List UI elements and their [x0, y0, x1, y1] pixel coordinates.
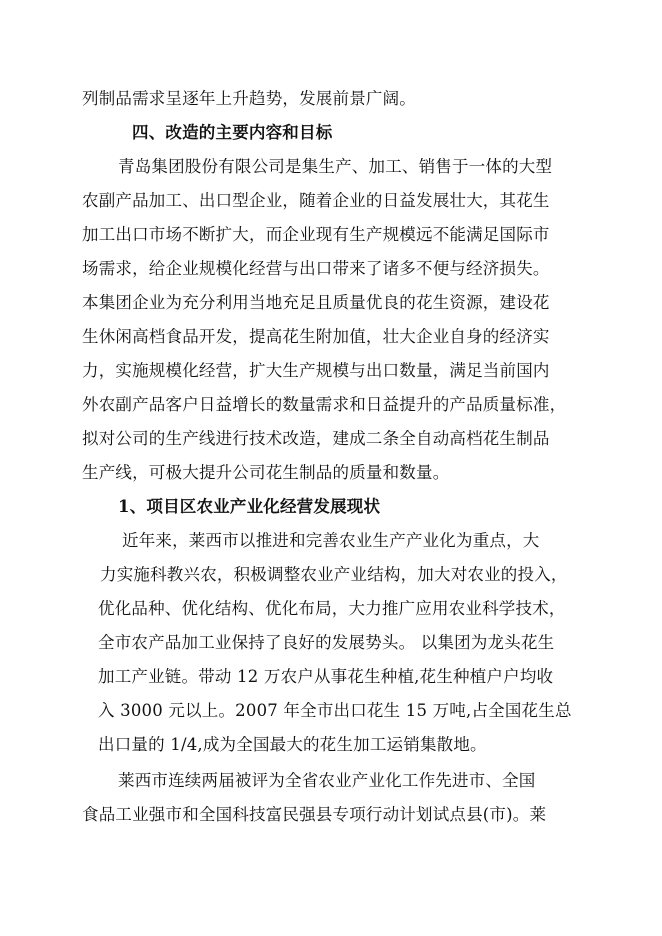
- section-heading: 四、改造的主要内容和目标: [132, 123, 333, 142]
- paragraph-line: 生产线，可极大提升公司花生制品的质量和数量。: [82, 463, 450, 482]
- paragraph-line: 莱西市连续两届被评为全省农业产业化工作先进市、全国: [118, 771, 536, 790]
- paragraph-line: 生休闲高档食品开发，提高花生附加值，壮大企业自身的经济实: [82, 327, 550, 346]
- paragraph-line: 场需求，给企业规模化经营与出口带来了诸多不便与经济损失。: [82, 259, 550, 278]
- paragraph-line: 全市农产品加工业保持了良好的发展势头。 以集团为龙头花生: [98, 633, 555, 652]
- paragraph-line: 食品工业强市和全国科技富民强县专项行动计划试点县(市)。莱: [82, 805, 547, 824]
- paragraph-line: 力，实施规模化经营，扩大生产规模与出口数量，满足当前国内: [82, 361, 550, 380]
- subsection-heading: 1、项目区农业产业化经营发展现状: [118, 497, 381, 516]
- paragraph-line: 优化品种、优化结构、优化布局，大力推广应用农业科学技术，: [98, 599, 566, 618]
- paragraph-line: 青岛集团股份有限公司是集生产、加工、销售于一体的大型: [118, 157, 553, 176]
- paragraph-line: 加工产业链。带动 12 万农户从事花生种植,花生种植户户均收: [98, 667, 554, 686]
- paragraph-line: 加工出口市场不断扩大，而企业现有生产规模远不能满足国际市: [82, 225, 550, 244]
- paragraph-line: 列制品需求呈逐年上升趋势，发展前景广阔。: [82, 89, 416, 108]
- paragraph-line: 出口量的 1/4,成为全国最大的花生加工运销集散地。: [98, 735, 487, 754]
- paragraph-line: 拟对公司的生产线进行技术改造，建成二条全自动高档花生制品: [82, 429, 550, 448]
- paragraph-line: 入 3000 元以上。2007 年全市出口花生 15 万吨,占全国花生总: [98, 701, 572, 720]
- paragraph-line: 本集团企业为充分利用当地充足且质量优良的花生资源，建设花: [82, 293, 550, 312]
- paragraph-line: 农副产品加工、出口型企业，随着企业的日益发展壮大，其花生: [82, 191, 550, 210]
- paragraph-line: 力实施科教兴农，积极调整农业产业结构，加大对农业的投入，: [100, 565, 568, 584]
- paragraph-line: 近年来，莱西市以推进和完善农业生产产业化为重点，大: [122, 531, 540, 550]
- paragraph-line: 外农副产品客户日益增长的数量需求和日益提升的产品质量标准，: [82, 395, 567, 414]
